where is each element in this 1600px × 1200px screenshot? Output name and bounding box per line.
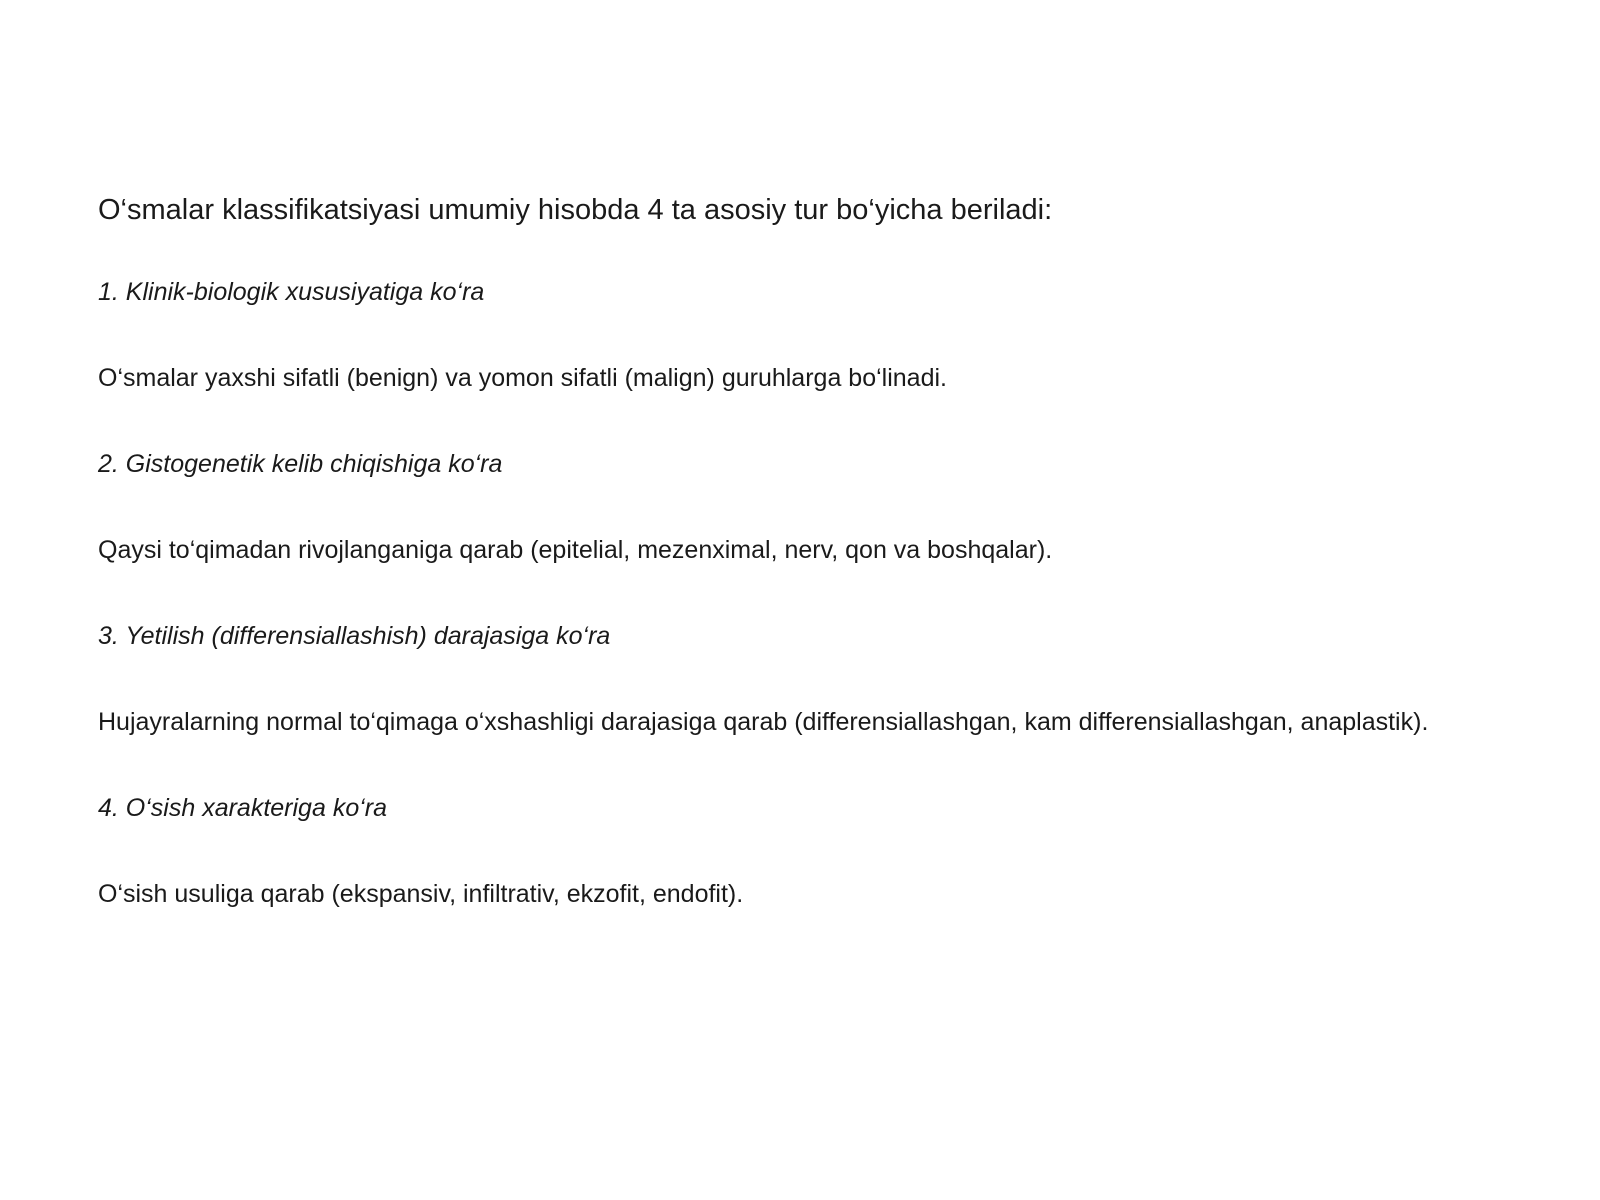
section-histogenetic (98, 446, 1558, 568)
section-clinical-biological (98, 274, 1558, 396)
section-growth-character (98, 790, 1558, 912)
section-body: O‘sish usuliga qarab (ekspansiv, infiltrativ, ekzofit, endofit). (98, 880, 744, 908)
section-heading: 1. Klinik-biologik xususiyatiga ko‘ra (98, 278, 485, 306)
section-heading: 3. Yetilish (differensiallashish) darajasiga ko‘ra (98, 622, 611, 650)
section-differentiation (98, 618, 1558, 740)
section-heading: 2. Gistogenetik kelib chiqishiga ko‘ra (98, 450, 503, 478)
section-body: O‘smalar yaxshi sifatli (benign) va yomon sifatli (malign) guruhlarga bo‘linadi. (98, 364, 947, 392)
section-heading: 4. O‘sish xarakteriga ko‘ra (98, 794, 388, 822)
intro-text: O‘smalar klassifikatsiyasi umumiy hisobda 4 ta asosiy tur bo‘yicha beriladi: (98, 194, 1053, 226)
section-body: Hujayralarning normal to‘qimaga o‘xshashligi darajasiga qarab (differensiallashgan, kam differensiallashgan, anaplastik). (98, 708, 1429, 736)
section-body: Qaysi to‘qimadan rivojlanganiga qarab (epitelial, mezenximal, nerv, qon va boshqalar). (98, 536, 1053, 564)
slide-content (98, 190, 1558, 962)
